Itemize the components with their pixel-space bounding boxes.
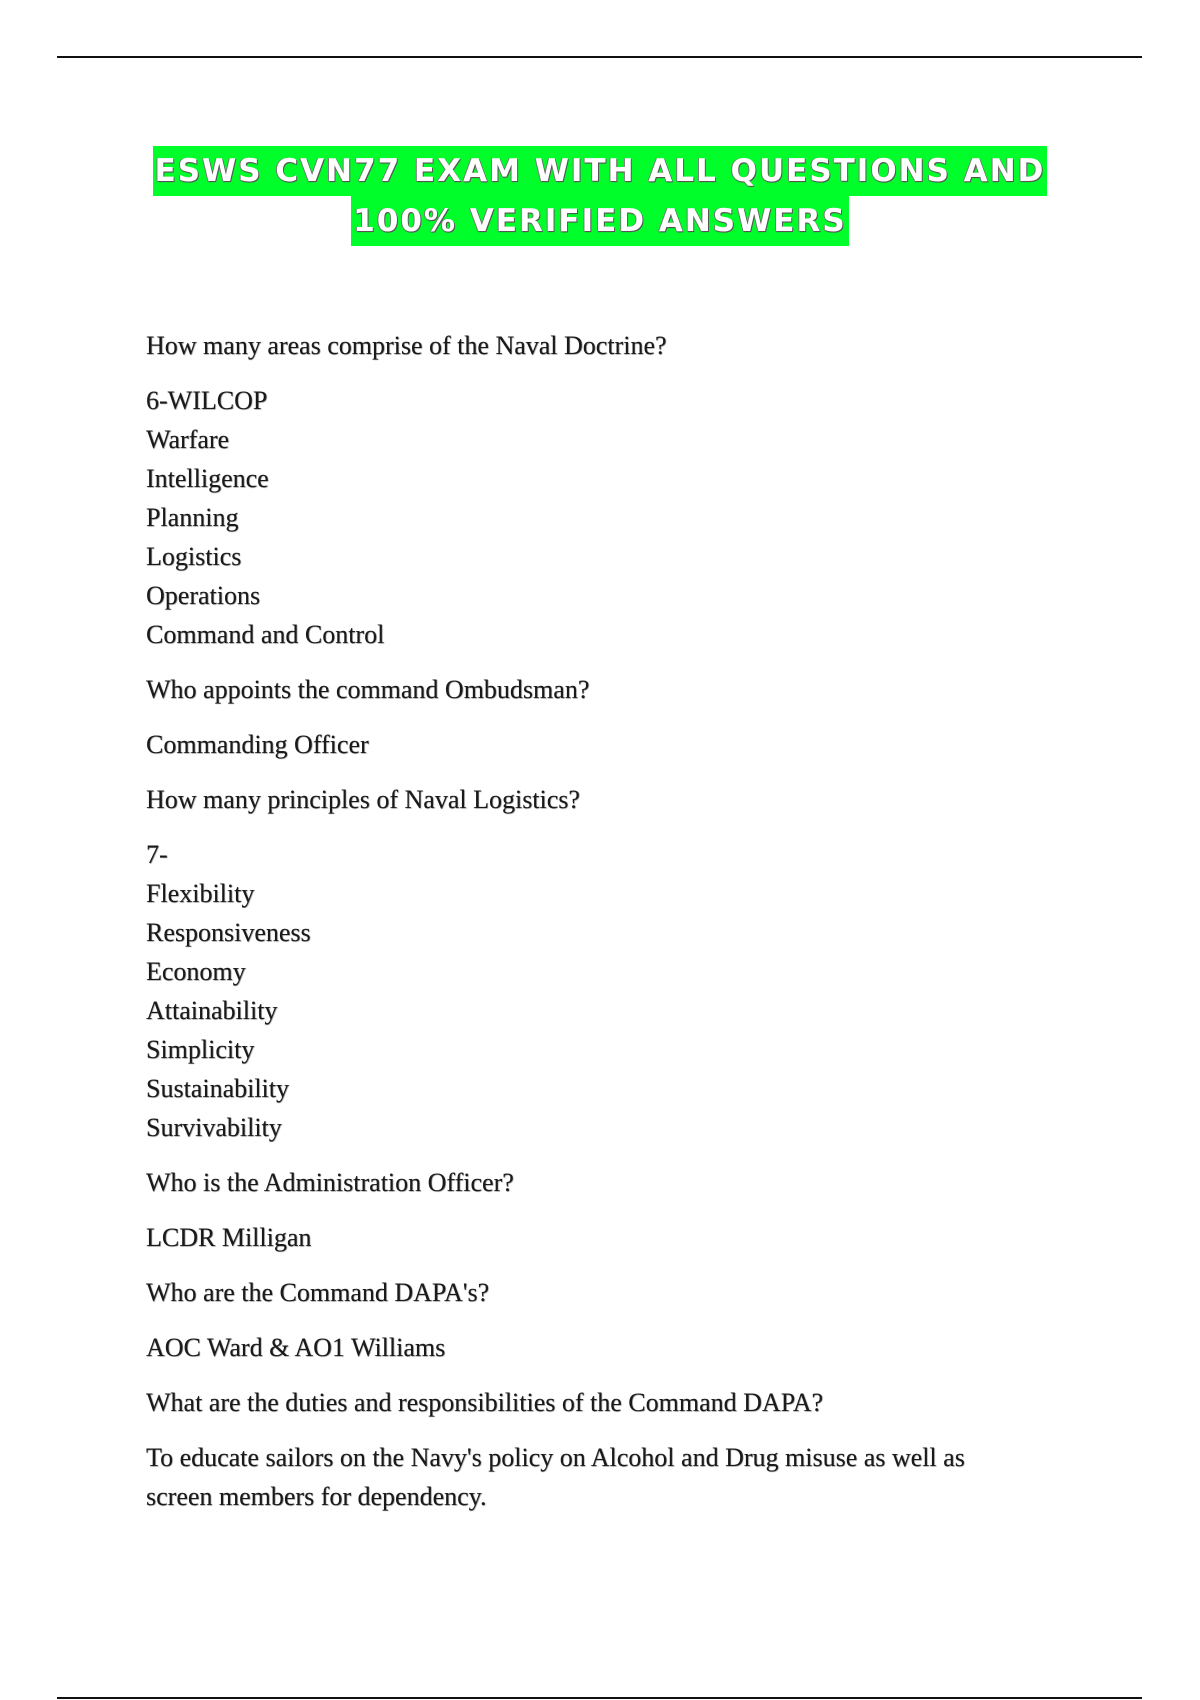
document-title (0, 146, 1200, 246)
answer-line: Warfare (146, 425, 230, 454)
answer-line: Command and Control (146, 620, 385, 649)
question-line: What are the duties and responsibilities of the Command DAPA? (146, 1388, 824, 1417)
answer-line: Flexibility (146, 879, 255, 908)
answer-line: To educate sailors on the Navy's policy on Alcohol and Drug misuse as well as (146, 1443, 965, 1472)
question-text (146, 1273, 1066, 1312)
footer-rule (57, 1697, 1142, 1699)
answer-line: Responsiveness (146, 918, 311, 947)
answer-line: Attainability (146, 996, 278, 1025)
answer-line: Survivability (146, 1113, 282, 1142)
answer-text (146, 725, 1066, 764)
answer-text (146, 1218, 1066, 1257)
question-line: Who is the Administration Officer? (146, 1168, 514, 1197)
answer-line: screen members for dependency. (146, 1482, 487, 1511)
answer-line: Intelligence (146, 464, 269, 493)
question-line: Who are the Command DAPA's? (146, 1278, 490, 1307)
answer-line: 6-WILCOP (146, 386, 268, 415)
answer-line: Sustainability (146, 1074, 289, 1103)
answer-line: 7- (146, 840, 168, 869)
answer-line: Commanding Officer (146, 730, 369, 759)
answer-line: Economy (146, 957, 246, 986)
title-line-1: ESWS CVN77 EXAM WITH ALL QUESTIONS AND (153, 146, 1048, 196)
answer-text (146, 835, 1066, 1147)
question-text (146, 1383, 1066, 1422)
answer-line: Operations (146, 581, 261, 610)
question-line: How many principles of Naval Logistics? (146, 785, 580, 814)
answer-text (146, 1438, 1066, 1516)
title-line-2: 100% VERIFIED ANSWERS (351, 196, 848, 246)
answer-line: LCDR Milligan (146, 1223, 312, 1252)
answer-text (146, 1328, 1066, 1367)
qa-content (146, 326, 1066, 1532)
answer-line: AOC Ward & AO1 Williams (146, 1333, 446, 1362)
question-text (146, 670, 1066, 709)
question-text (146, 1163, 1066, 1202)
answer-text (146, 381, 1066, 654)
answer-line: Logistics (146, 542, 242, 571)
question-text (146, 780, 1066, 819)
question-text (146, 326, 1066, 365)
header-rule (57, 56, 1142, 58)
question-line: How many areas comprise of the Naval Doctrine? (146, 331, 667, 360)
question-line: Who appoints the command Ombudsman? (146, 675, 590, 704)
answer-line: Simplicity (146, 1035, 255, 1064)
answer-line: Planning (146, 503, 239, 532)
